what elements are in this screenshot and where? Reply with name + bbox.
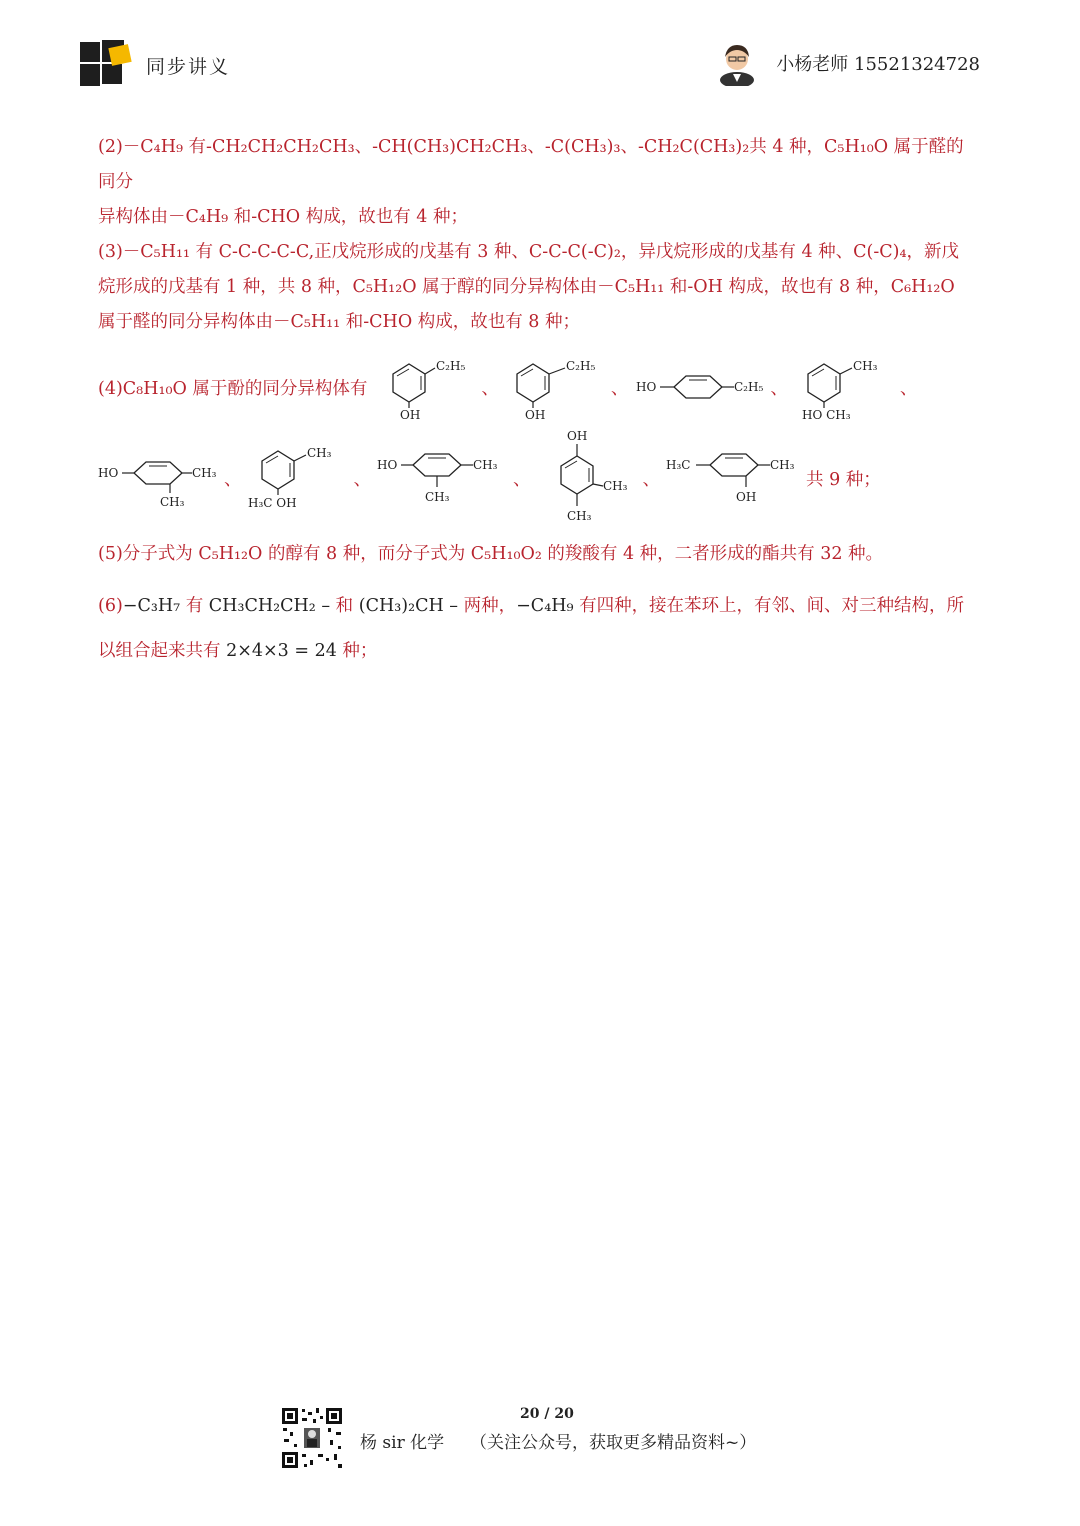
answer-part-3-line-1: (3)－C₅H₁₁ 有 C-C-C-C-C,正戊烷形成的戊基有 3 种、C-C-C(-C)₂，异戊烷形成的戊基有 4 种、C(-C)₄，新戊 [98, 242, 960, 262]
m8-sub3: CH₃ [566, 509, 591, 523]
separator: 、 [610, 378, 629, 399]
answer-part-5: (5)分子式为 C₅H₁₂O 的醇有 8 种，而分子式为 C₅H₁₀O₂ 的羧酸有 4 种，二者形成的酯共有 32 种。 [98, 544, 884, 564]
p6-f: (CH₃)₂CH – [358, 596, 459, 616]
qr-code-icon [280, 1406, 344, 1470]
p6-h: −C₄H₉ [516, 596, 574, 616]
m2-sub1: C₂H₅ [565, 359, 596, 373]
structure-2-4-dimethylphenol [537, 428, 637, 528]
p6-d: CH₃CH₂CH₂ – [208, 596, 331, 616]
p6-c: 有 [180, 596, 209, 616]
p6-b: −C₃H₇ [122, 596, 181, 616]
header-left [80, 40, 230, 90]
structure-2-6-dimethylphenol [666, 443, 806, 513]
answer-part-2-line-1: (2)－C₄H₉ 有-CH₂CH₂CH₂CH₃、-CH(CH₃)CH₂CH₃、-C(CH₃)₃、-CH₂C(CH₃)₂共 4 种，C₅H₁₀O 属于醛的同分 [98, 137, 964, 192]
p6-e: 和 [330, 596, 359, 616]
answer-part-4-end: 共 9 种； [806, 469, 881, 490]
m2-sub2: OH [524, 408, 546, 422]
answer-part-3-line-2: 烷形成的戊基有 1 种，共 8 种，C₅H₁₂O 属于醇的同分异构体由－C₅H₁₁ 和-OH 构成，故也有 8 种，C₆H₁₂O [98, 277, 955, 297]
m3-sub1: HO [636, 380, 657, 394]
m7-sub3: CH₃ [425, 490, 450, 504]
teacher-contact: 小杨老师 15521324728 [776, 54, 980, 75]
p6-g: 两种， [458, 596, 517, 616]
structure-3-ethylphenol [505, 352, 605, 422]
p6-i: 有四种，接在苯环上，有邻、间、对三种结构，所 [573, 596, 965, 616]
structure-4-ethylphenol [634, 362, 764, 412]
phenol-isomers-row-2 [98, 428, 978, 528]
separator: 、 [770, 378, 788, 399]
m4-sub1: CH₃ [852, 359, 878, 373]
m9-sub3: OH [736, 490, 757, 504]
separator: 、 [353, 469, 371, 490]
phenol-isomers-row-1 [98, 352, 978, 422]
separator: 、 [642, 469, 660, 490]
m1-sub2: OH [400, 408, 421, 422]
m9-sub2: CH₃ [770, 458, 795, 472]
answer-part-2-line-2: 异构体由－C₄H₉ 和-CHO 构成，故也有 4 种； [98, 207, 468, 227]
m8-sub1: OH [566, 429, 587, 443]
header-right [716, 40, 980, 86]
m9-sub1: H₃C [666, 458, 691, 472]
structure-2-ethylphenol [375, 352, 475, 422]
p6-k: 2×4×3 = 24 [226, 641, 337, 661]
m7-sub1: HO [377, 458, 398, 472]
separator: 、 [513, 469, 531, 490]
m5-sub2: CH₃ [192, 466, 217, 480]
teacher-avatar-icon [716, 40, 758, 86]
answer-content [98, 130, 978, 674]
m4-sub2: HO CH₃ [801, 408, 851, 422]
separator: 、 [481, 378, 499, 399]
structure-2-methyl-6-methylphenol [794, 352, 894, 422]
separator: 、 [224, 469, 242, 490]
m6-sub1: CH₃ [306, 446, 331, 460]
separator: 、 [899, 378, 918, 399]
m5-sub3: CH₃ [160, 495, 185, 509]
m6-sub2: H₃C OH [247, 496, 297, 510]
logo-icon [80, 40, 134, 90]
p6-l: 种； [336, 641, 378, 661]
answer-part-6 [98, 584, 978, 674]
footer-follow-text: （关注公众号，获取更多精品资料~） [470, 1433, 757, 1453]
structure-2-3-dimethylphenol [248, 443, 348, 513]
m8-sub2: CH₃ [602, 479, 627, 493]
p6-a: (6) [98, 596, 123, 616]
footer-brand: 杨 sir 化学 [360, 1433, 445, 1453]
page-number: 20 / 20 [520, 1406, 574, 1422]
structure-3-4-dimethylphenol [98, 443, 218, 513]
header-title: 同步讲义 [146, 55, 231, 78]
p6-j: 以组合起来共有 [98, 641, 227, 661]
page-footer [280, 1406, 800, 1472]
structure-3-5-dimethylphenol-iso [377, 443, 507, 513]
m1-sub1: C₂H₅ [436, 359, 466, 373]
answer-part-4-intro: (4)C₈H₁₀O 属于酚的同分异构体有 [98, 378, 368, 399]
m5-sub1: HO [98, 466, 119, 480]
m3-sub2: C₂H₅ [734, 380, 764, 394]
answer-part-3-line-3: 属于醛的同分异构体由－C₅H₁₁ 和-CHO 构成，故也有 8 种； [98, 312, 580, 332]
m7-sub2: CH₃ [473, 458, 498, 472]
